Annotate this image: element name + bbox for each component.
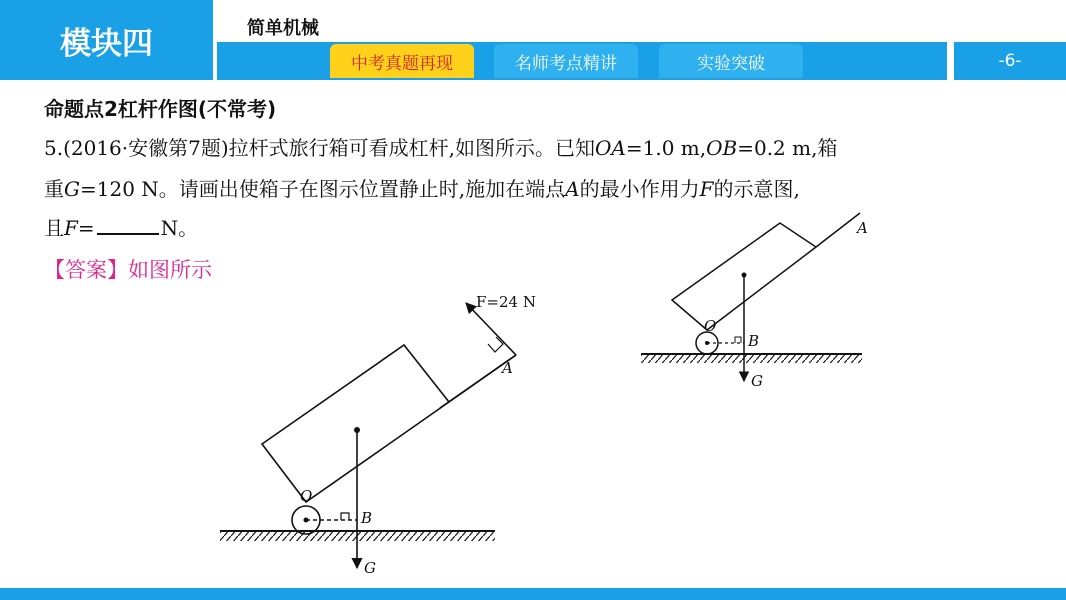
point-b-label: B [748,332,760,350]
weight-label: G [751,372,763,390]
tab-teacher-lecture[interactable]: 名师考点精讲 [494,44,638,78]
tab-exam-review[interactable]: 中考真题再现 [330,44,474,78]
page-number: -6- [954,42,1066,80]
var-ob: OB [706,136,738,160]
var-oa: OA [595,136,626,160]
right-angle-mark [735,337,741,343]
var-f: F [64,216,78,240]
question-text: 重 [44,177,64,201]
tab-experiment[interactable]: 实验突破 [659,44,803,78]
point-a-label: A [502,359,513,377]
question-text: =0.2 m,箱 [737,136,838,160]
point-o-label: O [300,487,313,505]
var-f: F [699,177,714,201]
point-b-label: B [361,509,373,527]
bottom-bar [0,588,1066,600]
suitcase-box [262,345,449,502]
topic-heading: 命题点2杠杆作图(不常考) [44,97,277,121]
question-text: = [77,216,95,240]
section-title: 简单机械 [247,18,319,39]
weight-label: G [364,559,376,577]
question-text: N。 [160,216,199,240]
right-angle-mark [341,513,349,520]
question-text: 的示意图, [713,177,800,201]
question-text: 的最小作用力 [579,177,700,201]
module-title: 模块四 [0,0,213,80]
point-o-label: O [704,317,717,335]
var-g: G [64,177,80,201]
var-a: A [565,177,580,201]
question-text: =1.0 m, [625,136,707,160]
handle-rod [816,213,860,247]
question-text: 且 [44,216,64,240]
figure-question [641,213,868,390]
force-label: F=24 N [476,293,536,311]
ground [641,354,862,363]
question-text: =120 N。请画出使箱子在图示位置静止时,施加在端点 [79,177,566,201]
question-text: 5.(2016·安徽第7题)拉杆式旅行箱可看成杠杆,如图所示。已知 [44,136,596,160]
figure-answer [220,293,536,577]
point-a-label: A [857,219,868,237]
answer-text: 【答案】如图所示 [44,258,212,282]
